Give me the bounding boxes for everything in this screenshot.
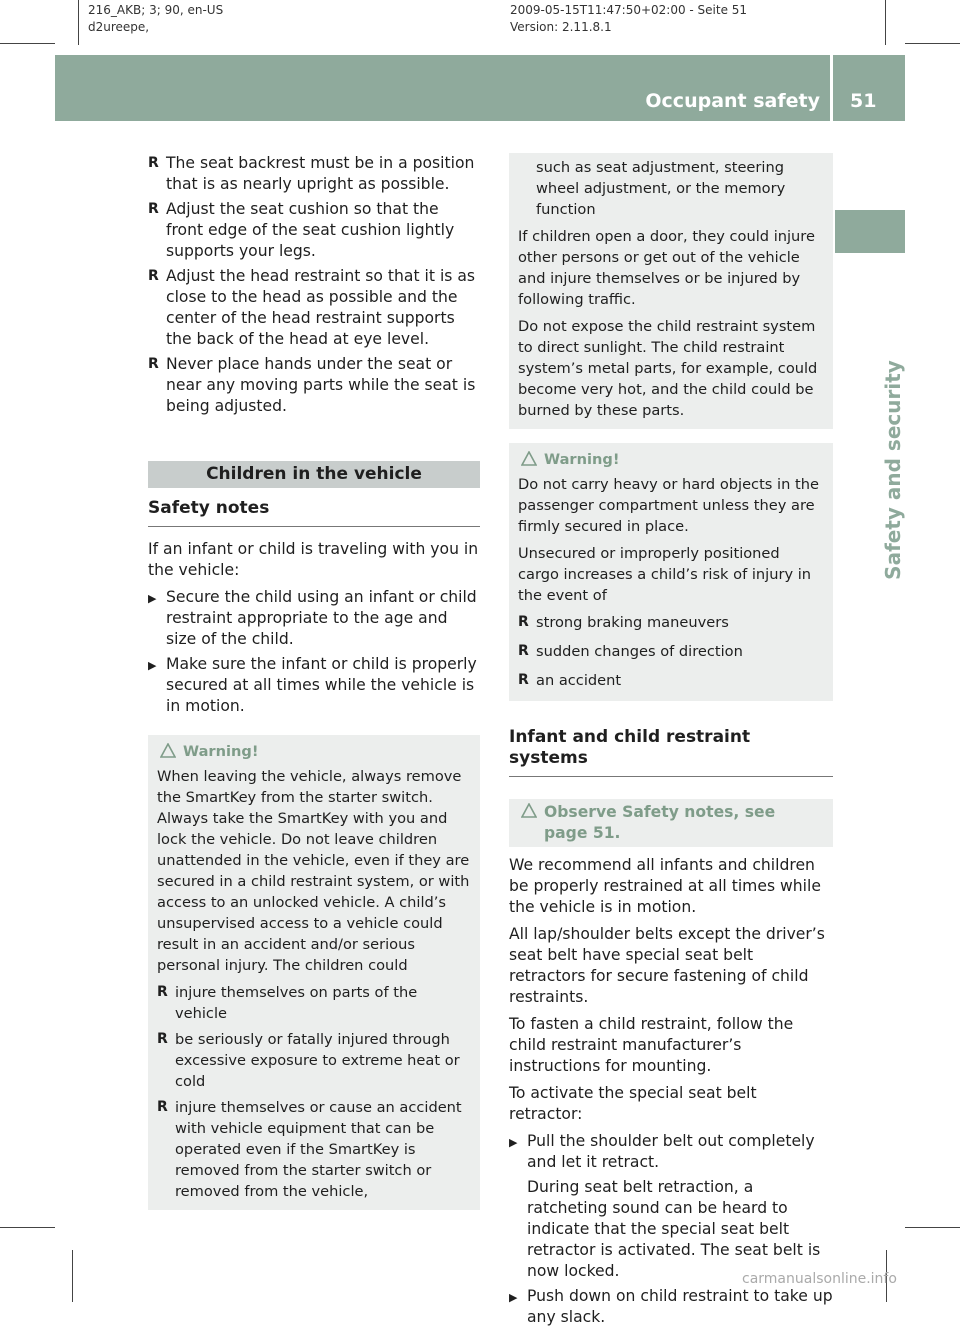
crop-mark	[905, 1227, 960, 1228]
observe-text: Observe Safety notes, see page 51.	[544, 803, 776, 842]
crop-mark	[78, 0, 79, 45]
body-para: To fasten a child restraint, follow the child restraint manufacturer’s instructions for mounting.	[509, 1015, 794, 1075]
crop-mark	[72, 1250, 73, 1302]
warning-heading	[518, 449, 824, 470]
warning-para: If children open a door, they could injure other persons or get out of the vehicle and injure themselves or be injured by following traffic.	[518, 228, 815, 308]
step-item	[509, 1131, 833, 1282]
step-text: Pull the shoulder belt out completely and let it retract.	[527, 1132, 815, 1171]
arrow-icon: ▶	[148, 659, 157, 672]
warning-para: Do not expose the child restraint system to direct sunlight. The child restraint system’s metal parts, for example, could become very hot, and the child could be burned by these parts.	[518, 318, 818, 419]
bullet-text: an accident	[536, 672, 622, 689]
right-column	[509, 153, 833, 1332]
list-item: R sudden changes of direction	[518, 643, 743, 660]
continued-text: such as seat adjustment, steering wheel adjustment, or the memory function	[536, 159, 786, 218]
page-title: Occupant safety	[645, 90, 820, 112]
warning-text: Do not carry heavy or hard objects in the passenger compartment unless they are firmly secured in place.	[518, 476, 819, 535]
meta-left-line2: d2ureepe,	[88, 20, 150, 34]
bullet-text: sudden changes of direction	[536, 643, 743, 660]
meta-right-line1: 2009-05-15T11:47:50+02:00 - Seite 51	[510, 3, 748, 17]
bullet-text: be seriously or fatally injured through excessive exposure to extreme heat or cold	[175, 1031, 460, 1090]
print-meta-right	[510, 2, 747, 36]
warning-box	[509, 443, 833, 701]
list-item: R The seat backrest must be in a position that is as nearly upright as possible.	[148, 154, 475, 193]
subsection-heading: Safety notes	[148, 498, 480, 527]
arrow-icon: ▶	[509, 1291, 518, 1304]
subsection-heading: Infant and child restraint systems	[509, 727, 833, 777]
bullet-text: Adjust the head restraint so that it is as close to the head as possible and the center of the head restraint supports the back of the head at eye level.	[166, 267, 476, 348]
side-tab-block	[835, 210, 905, 253]
intro-text: If an infant or child is traveling with you in the vehicle:	[148, 540, 479, 579]
crop-mark	[905, 43, 960, 44]
footer-watermark: carmanualsonline.info	[742, 1271, 897, 1287]
meta-left-line1: 216_AKB; 3; 90, en-US	[88, 3, 224, 17]
list-item: R Never place hands under the seat or near any moving parts while the seat is being adjusted.	[148, 355, 476, 415]
bullet-text: injure themselves on parts of the vehicle	[175, 984, 418, 1022]
crop-mark	[885, 0, 886, 45]
crop-mark	[0, 43, 55, 44]
step-item	[509, 1286, 833, 1328]
bullet-text: strong braking maneuvers	[536, 614, 729, 631]
list-item: R an accident	[518, 672, 622, 689]
header-divider	[830, 55, 833, 121]
bullet-text: Never place hands under the seat or near any moving parts while the seat is being adjusted.	[166, 355, 476, 415]
bullet-text: The seat backrest must be in a position that is as nearly upright as possible.	[166, 154, 475, 193]
meta-right-line2: Version: 2.11.8.1	[510, 20, 612, 34]
side-tab-label: Safety and security	[881, 360, 905, 580]
warning-triangle-icon	[521, 803, 537, 818]
warning-continued-box	[509, 153, 833, 429]
print-meta-left	[88, 2, 223, 36]
step-item	[148, 587, 480, 650]
list-item: R be seriously or fatally injured through excessive exposure to extreme heat or cold	[157, 1031, 460, 1090]
warning-title: Warning!	[544, 451, 620, 468]
step-detail: During seat belt retraction, a ratcheting sound can be heard to indicate that the special seat belt retractor is activated. The seat belt is now locked.	[527, 1178, 821, 1280]
page-number: 51	[850, 90, 877, 112]
warning-title: Warning!	[183, 743, 259, 760]
step-text: Push down on child restraint to take up any slack.	[527, 1287, 833, 1326]
body-para: We recommend all infants and children be properly restrained at all times while the vehicle is in motion.	[509, 856, 821, 916]
warning-heading	[157, 741, 471, 762]
crop-mark	[0, 1227, 55, 1228]
bullet-text: injure themselves or cause an accident with vehicle equipment that can be operated even if the SmartKey is removed from the starter switch or removed from the vehicle,	[175, 1099, 462, 1200]
warning-triangle-icon	[521, 451, 537, 466]
warning-box	[148, 735, 480, 1210]
step-text: Make sure the infant or child is properly secured at all times while the vehicle is in motion.	[166, 655, 477, 715]
list-item: R injure themselves or cause an accident with vehicle equipment that can be operated even if the SmartKey is removed from the starter switch or removed from the vehicle,	[157, 1099, 462, 1200]
list-item: R injure themselves on parts of the vehicle	[157, 984, 418, 1022]
warning-triangle-icon	[160, 743, 176, 758]
warning-text: Unsecured or improperly positioned cargo increases a child’s risk of injury in the event of	[518, 545, 812, 604]
list-item: R Adjust the head restraint so that it is as close to the head as possible and the center of the head restraint supports the back of the head at eye level.	[148, 267, 476, 348]
section-heading: Children in the vehicle	[148, 461, 480, 488]
arrow-icon: ▶	[148, 592, 157, 605]
list-item: R Adjust the seat cushion so that the front edge of the seat cushion lightly supports your legs.	[148, 200, 455, 260]
bullet-text: Adjust the seat cushion so that the front edge of the seat cushion lightly supports your legs.	[166, 200, 455, 260]
arrow-icon: ▶	[509, 1136, 518, 1149]
step-text: Secure the child using an infant or child restraint appropriate to the age and size of the child.	[166, 588, 477, 648]
warning-text: When leaving the vehicle, always remove the SmartKey from the starter switch. Always take the SmartKey with you and lock the vehicle. Do not leave children unattended in the vehicle, even if they are secured in a child restraint system, or with access to an unlocked vehicle. A child’s unsupervised access to a vehicle could result in an accident and/or serious personal injury. The children could	[157, 768, 470, 974]
left-column	[148, 153, 480, 1220]
observe-note	[509, 799, 833, 847]
step-item	[148, 654, 480, 717]
body-para: All lap/shoulder belts except the driver’s seat belt have special seat belt retractors for secure fastening of child restraints.	[509, 925, 825, 1006]
list-item: R strong braking maneuvers	[518, 614, 729, 631]
body-para: To activate the special seat belt retractor:	[509, 1084, 757, 1123]
